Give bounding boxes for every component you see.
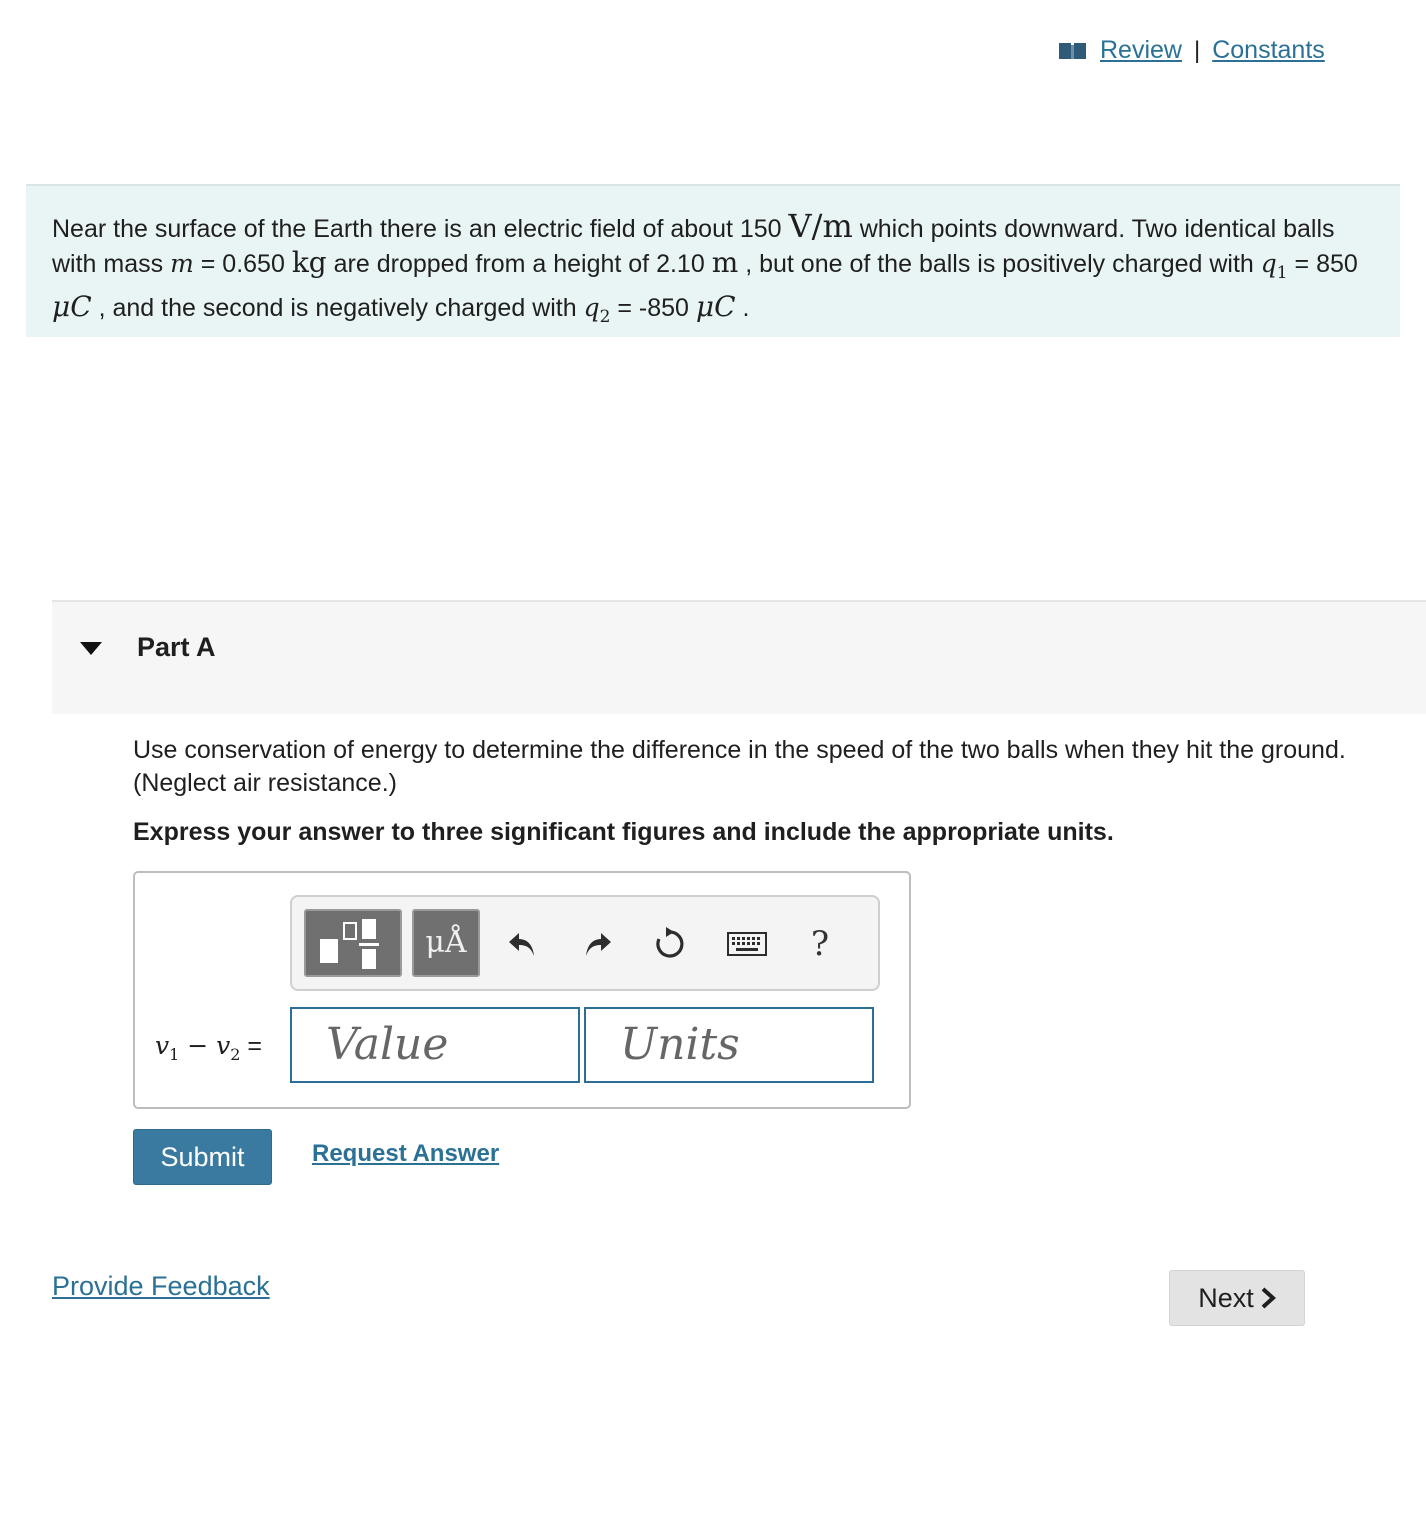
- v1-subscript: 1: [169, 1045, 180, 1064]
- unit-charge: μC: [52, 290, 92, 323]
- question-text: Use conservation of energy to determine the difference in the speed of the two balls when they hit the ground. (Neglect air resistance.): [133, 736, 1346, 797]
- unit-charge: μC: [695, 290, 736, 323]
- constants-link[interactable]: Constants: [1212, 36, 1325, 64]
- next-button[interactable]: [1169, 1270, 1305, 1326]
- undo-icon: [507, 929, 537, 959]
- templates-icon: [306, 911, 400, 975]
- equals-sign: =: [240, 1032, 263, 1060]
- problem-text: are dropped from a height of 2.10: [326, 250, 712, 278]
- next-label: Next: [1198, 1282, 1254, 1313]
- link-separator: |: [1193, 36, 1201, 64]
- help-button[interactable]: ?: [810, 924, 830, 964]
- problem-text: .: [735, 294, 750, 322]
- problem-text: which points downward. Two identical balls with mass: [52, 215, 1335, 278]
- problem-text: = 850: [1287, 250, 1358, 278]
- resource-links: [1059, 36, 1325, 65]
- q2-subscript: 2: [599, 307, 611, 327]
- undo-button[interactable]: [500, 919, 544, 969]
- submit-button[interactable]: Submit: [133, 1129, 272, 1185]
- v2-symbol: v: [216, 1031, 231, 1060]
- unit-field: V/m: [788, 207, 853, 245]
- problem-text: = -850: [610, 294, 696, 322]
- q1-subscript: 1: [1276, 263, 1288, 283]
- unit-length: m: [711, 246, 739, 279]
- value-input[interactable]: Value: [290, 1007, 580, 1083]
- keyboard-icon: [727, 932, 767, 956]
- answer-box: [133, 871, 911, 1109]
- v1-symbol: v: [155, 1031, 170, 1060]
- templates-button[interactable]: [304, 909, 402, 977]
- keyboard-button[interactable]: [722, 919, 772, 969]
- redo-icon: [583, 929, 613, 959]
- problem-statement: [52, 207, 1382, 334]
- units-input[interactable]: Units: [584, 1007, 874, 1083]
- problem-text: , but one of the balls is positively charged with: [738, 250, 1261, 278]
- redo-button[interactable]: [576, 919, 620, 969]
- q2-symbol: q: [583, 293, 600, 322]
- problem-statement-box: [26, 184, 1400, 337]
- math-toolbar: [290, 895, 880, 991]
- minus-sign: −: [179, 1031, 217, 1060]
- problem-text: Near the surface of the Earth there is an electric field of about 150: [52, 215, 789, 243]
- problem-text: , and the second is negatively charged with: [91, 294, 584, 322]
- instruction-text: Express your answer to three significant figures and include the appropriate units.: [133, 818, 1114, 846]
- part-title: Part A: [137, 632, 216, 662]
- review-link[interactable]: Review: [1100, 36, 1182, 64]
- collapse-caret-icon[interactable]: [80, 642, 102, 655]
- reset-button[interactable]: [648, 919, 692, 969]
- v2-subscript: 2: [230, 1045, 241, 1064]
- chevron-right-icon: [1260, 1287, 1276, 1309]
- mass-symbol: m: [170, 249, 194, 278]
- request-answer-link[interactable]: Request Answer: [312, 1140, 500, 1167]
- provide-feedback-link[interactable]: Provide Feedback: [52, 1271, 270, 1301]
- part-a-header[interactable]: [52, 600, 1426, 714]
- q1-symbol: q: [1260, 249, 1277, 278]
- book-icon: [1059, 41, 1086, 61]
- problem-text: = 0.650: [193, 250, 292, 278]
- equation-label: [155, 1031, 262, 1064]
- unit-mass: kg: [291, 246, 327, 279]
- units-symbol-button[interactable]: μÅ: [412, 909, 480, 977]
- reset-icon: [653, 927, 687, 961]
